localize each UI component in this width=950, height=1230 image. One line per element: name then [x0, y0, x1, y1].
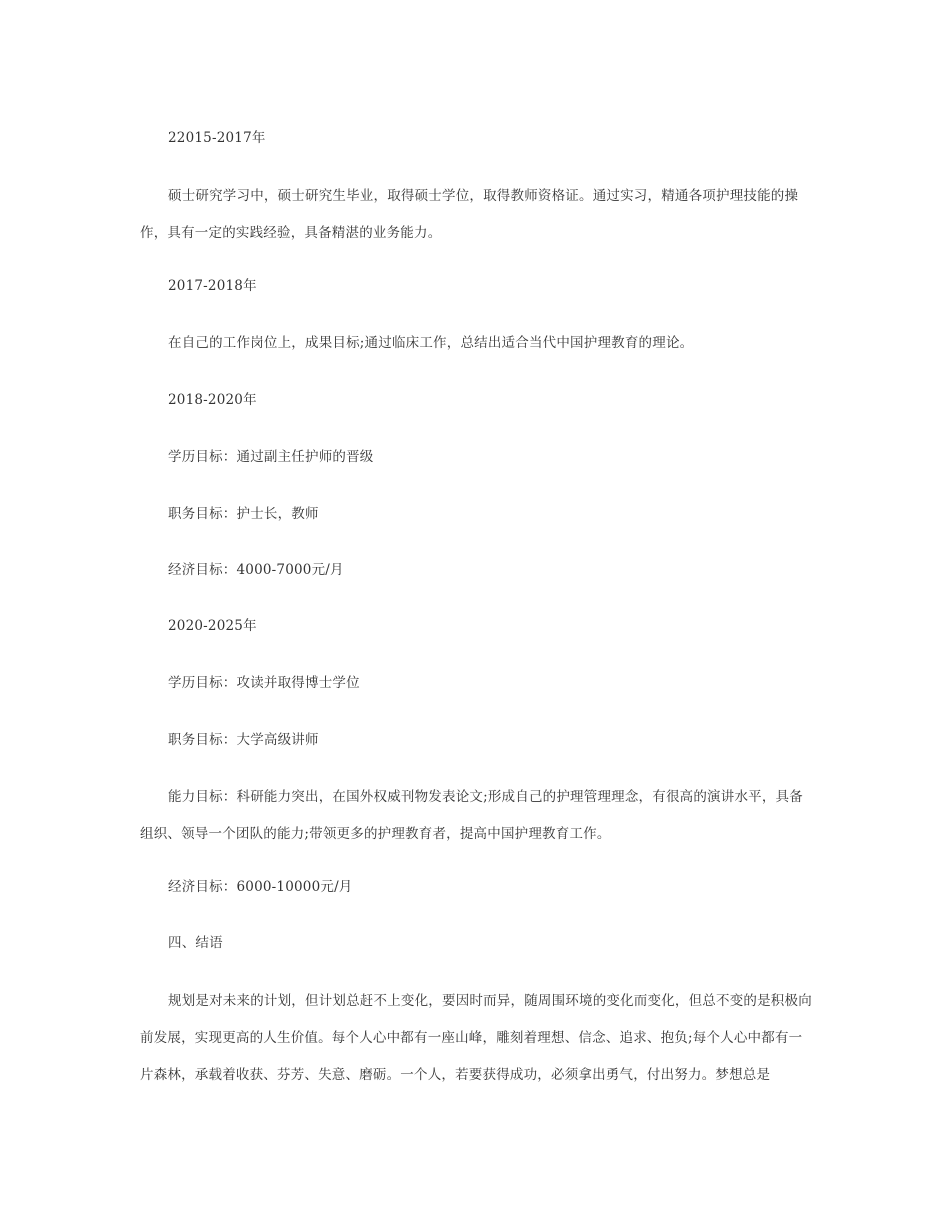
period-heading-2018-2020: 2018-2020年 [168, 392, 257, 408]
period-heading-2020-2025: 2020-2025年 [168, 618, 257, 634]
ability-goal-2020-2025: 能力目标：科研能力突出，在国外权威刊物发表论文;形成自己的护理管理理念，有很高的演讲水平，具备组织、领导一个团队的能力;带领更多的护理教育者，提高中国护理教育工作。 [140, 789, 803, 842]
period-2017-2018-description: 在自己的工作岗位上，成果目标;通过临床工作，总结出适合当代中国护理教育的理论。 [168, 335, 694, 351]
section-heading-conclusion: 四、结语 [168, 935, 223, 951]
education-goal-2020-2025: 学历目标：攻读并取得博士学位 [168, 675, 360, 691]
education-goal-2018-2020: 学历目标：通过副主任护师的晋级 [168, 449, 374, 465]
position-goal-2020-2025: 职务目标：大学高级讲师 [168, 732, 319, 748]
conclusion-paragraph: 规划是对未来的计划，但计划总赶不上变化，要因时而异，随周围环境的变化而变化，但总不变的是积极向前发展，实现更高的人生价值。每个人心中都有一座山峰，雕刻着理想、信念、追求、抱负;每个人心中都有一片森林，承载着收获、芬芳、失意、磨砺。一个人，若要获得成功，必须拿出勇气，付出努力。梦想总是 [140, 993, 812, 1083]
period-2015-2017-description: 硕士研究学习中，硕士研究生毕业，取得硕士学位，取得教师资格证。通过实习，精通各项护理技能的操作，具有一定的实践经验，具备精湛的业务能力。 [140, 188, 799, 241]
position-goal-2018-2020: 职务目标：护士长，教师 [168, 506, 319, 522]
economic-goal-2018-2020: 经济目标：4000-7000元/月 [168, 562, 344, 578]
period-heading-2015-2017: 22015-2017年 [168, 130, 266, 146]
economic-goal-2020-2025: 经济目标：6000-10000元/月 [168, 879, 353, 895]
period-heading-2017-2018: 2017-2018年 [168, 278, 257, 294]
